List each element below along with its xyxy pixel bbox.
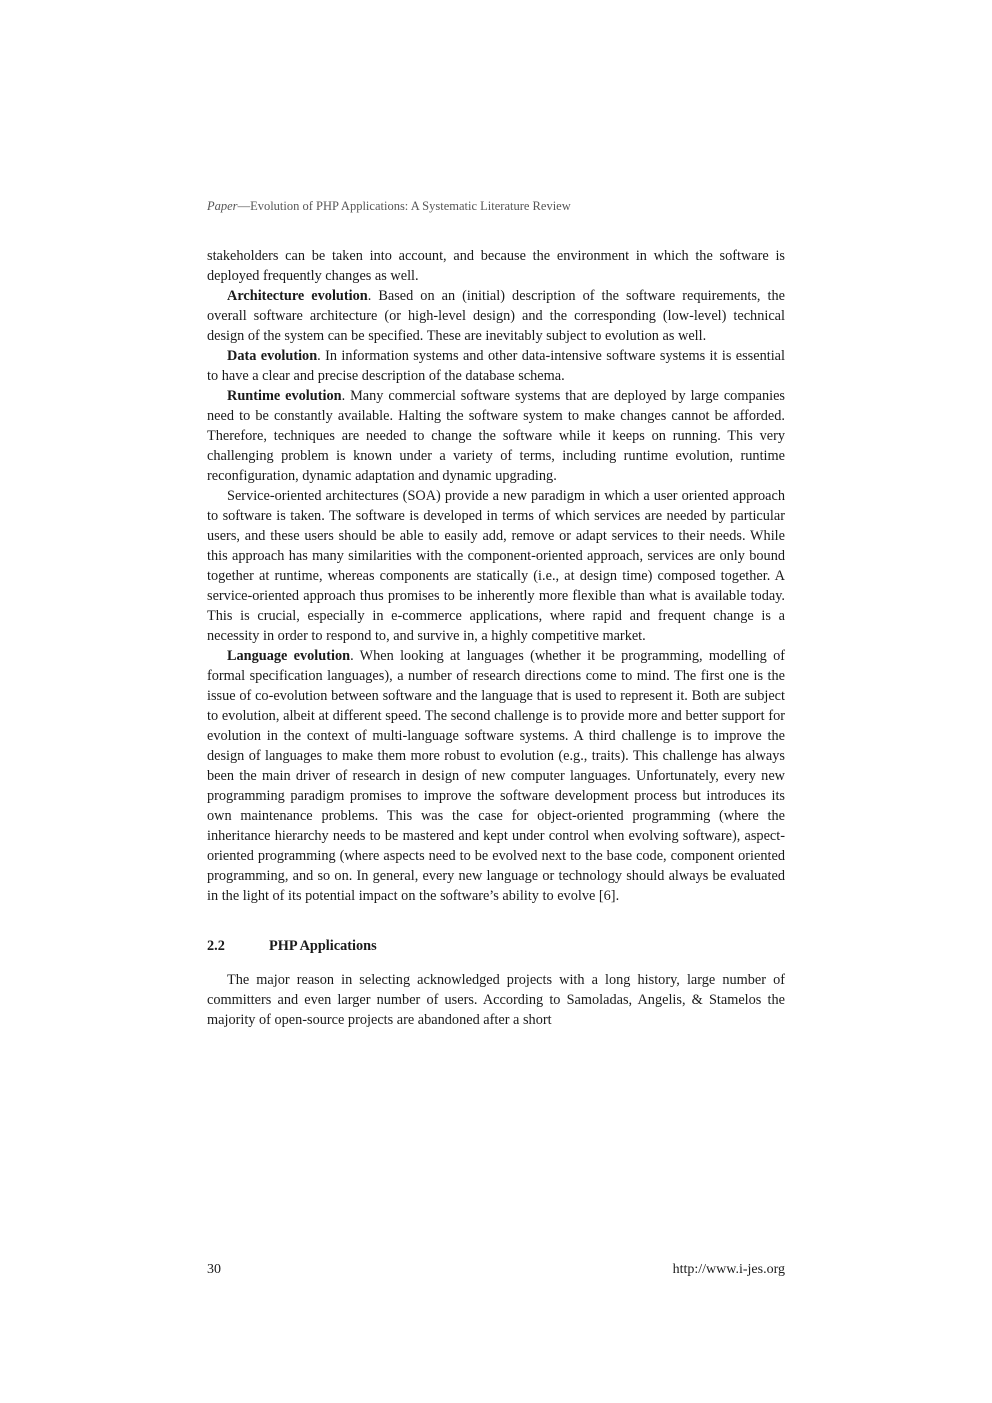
paragraph-runtime-evolution [207, 386, 785, 486]
page-body [207, 246, 785, 1030]
paragraph-text: stakeholders can be taken into account, and because the environment in which the software is deployed frequently changes as well. [207, 248, 785, 284]
paragraph-lead: Runtime evolution [227, 388, 342, 404]
running-header-title: —Evolution of PHP Applications: A Systematic Literature Review [237, 199, 571, 213]
paragraph-text: . In information systems and other data-intensive software systems it is essential to have a clear and precise description of the database schema. [207, 348, 786, 384]
section-number: 2.2 [207, 938, 225, 954]
paragraph-lead: Language evolution [227, 648, 351, 664]
footer-url: http://www.i-jes.org [672, 1262, 785, 1277]
running-header [207, 199, 571, 214]
section-heading [207, 936, 785, 956]
page-number: 30 [207, 1262, 221, 1277]
paragraph-text: Service-oriented architectures (SOA) provide a new paradigm in which a user oriented approach to software is taken. The software is developed in terms of which services are needed by particular users, and these users should be able to easily add, remove or adapt services to their needs. While this approach has many similarities with the component-oriented approach, services are only bound together at runtime, whereas components are statically (i.e., at design time) composed together. A service-oriented approach thus promises to be inherently more flexible than what is available today. This is crucial, especially in e-commerce applications, where rapid and frequent change is a necessity in order to respond to, and survive in, a highly competitive market. [207, 488, 785, 644]
paragraph-lead: Data evolution [227, 348, 318, 364]
paragraph-text: . When looking at languages (whether it be programming, modelling of formal specification languages), a number of research directions come to mind. The first one is the issue of co-evolution between software and the language that is used to represent it. Both are subject to evolution, albeit at different speed. The second challenge is to provide more and better support for evolution in the context of multi-language software systems. A third challenge is to improve the design of languages to make them more robust to evolution (e.g., traits). This challenge has always been the main driver of research in design of new computer languages. Unfortunately, every new programming paradigm promises to improve the software development process but introduces its own maintenance problems. This was the case for object-oriented programming (where the inheritance hierarchy needs to be mastered and kept under control when evolving software), aspect-oriented programming (where aspects need to be evolved next to the base code, component oriented programming, and so on. In general, every new language or technology should always be evaluated in the light of its potential impact on the software’s ability to evolve [6]. [207, 648, 785, 904]
paragraph-php-applications [207, 970, 785, 1030]
paragraph-soa [207, 486, 785, 646]
paragraph-data-evolution [207, 346, 785, 386]
paragraph-text: . Based on an (initial) description of the software requirements, the overall software architecture (or high-level design) and the corresponding (low-level) technical design of the system can be specified. These are inevitably subject to evolution as well. [207, 288, 785, 344]
paragraph-text: The major reason in selecting acknowledged projects with a long history, large number of committers and even larger number of users. According to Samoladas, Angelis, & Stamelos the majority of open-source projects are abandoned after a short [207, 972, 785, 1028]
paragraph-continuation [207, 246, 785, 286]
running-header-prefix: Paper [207, 199, 238, 213]
paragraph-text: . Many commercial software systems that are deployed by large companies need to be constantly available. Halting the software system to make changes cannot be afforded. Therefore, techniques are needed to change the software while it keeps on running. This very challenging problem is known under a variety of terms, including runtime evolution, runtime reconfiguration, dynamic adaptation and dynamic upgrading. [207, 388, 785, 484]
paragraph-language-evolution [207, 646, 785, 906]
paragraph-architecture-evolution [207, 286, 785, 346]
section-title: PHP Applications [269, 938, 377, 954]
paragraph-lead: Architecture evolution [227, 288, 368, 304]
